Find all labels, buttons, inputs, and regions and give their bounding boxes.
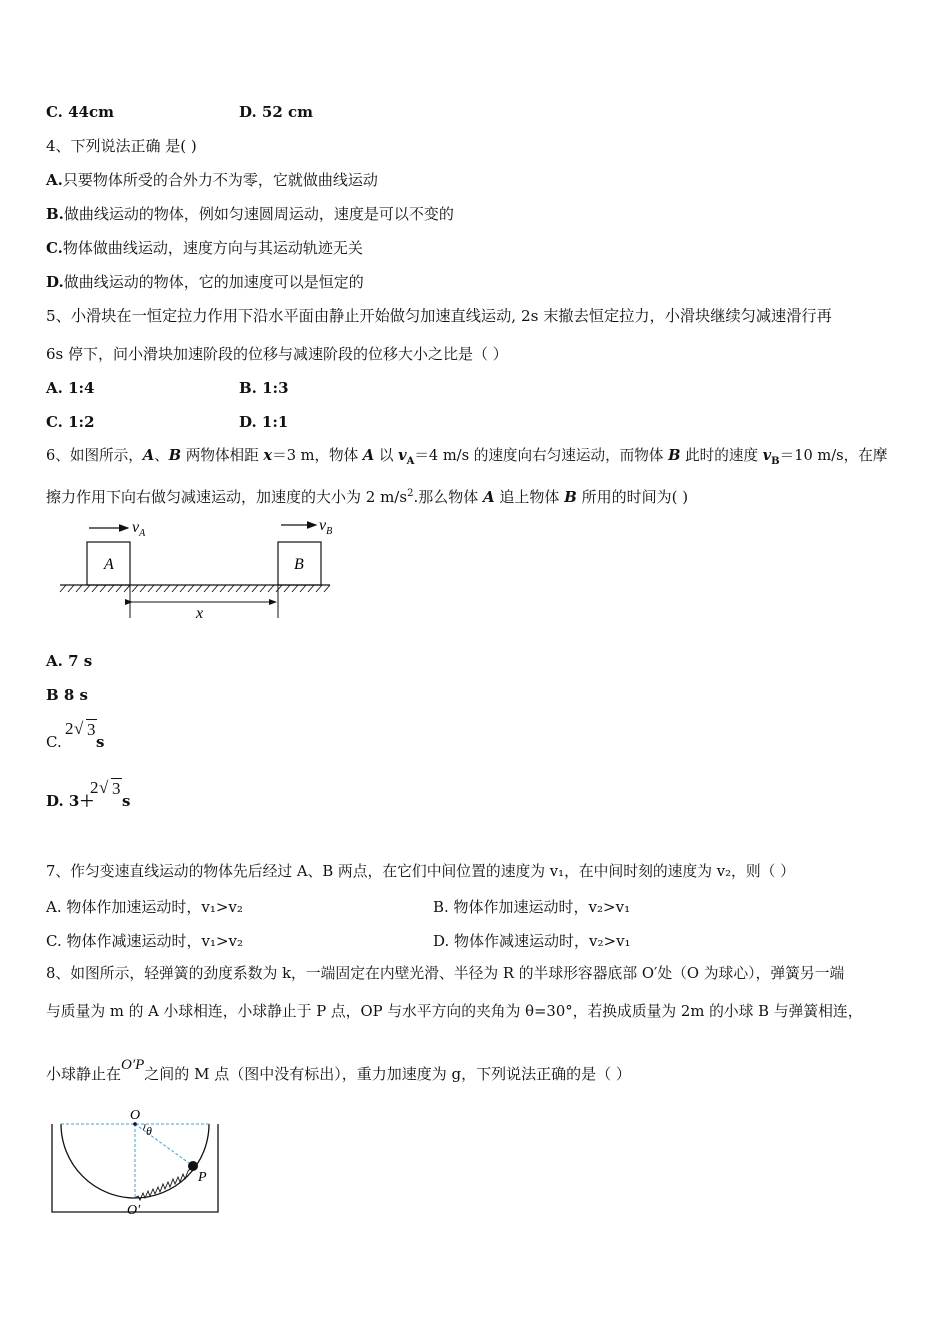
label-o: O bbox=[130, 1108, 141, 1123]
q5-stem-line1: 5、小滑块在一恒定拉力作用下沿水平面由静止开始做匀加速直线运动, 2s 末撤去恒定拉力，小滑块继续匀减速滑行再 bbox=[46, 307, 832, 325]
q8-stem-line3: 小球静止在O′P之间的 M 点（图中没有标出），重力加速度为 g，下列说法正确的是（ ） bbox=[46, 1057, 631, 1083]
q5-option-b: B. 1:3 bbox=[239, 379, 289, 397]
q6-option-d-coef: 2 bbox=[90, 778, 99, 797]
q4-stem: 4、下列说法正确 是( ) bbox=[46, 137, 197, 155]
ball-p bbox=[188, 1161, 198, 1171]
q4-option-a: A.只要物体所受的合外力不为零，它就做曲线运动 bbox=[46, 171, 378, 189]
box-a-label: A bbox=[104, 556, 114, 573]
q6-option-d-radicand: 3 bbox=[112, 779, 121, 798]
q7-option-d: D. 物体作减速运动时，v₂>v₁ bbox=[433, 932, 631, 950]
label-o-prime: O′ bbox=[127, 1203, 141, 1218]
ground-hatching bbox=[60, 585, 330, 592]
q8-figure bbox=[48, 1104, 224, 1218]
label-p: P bbox=[198, 1170, 207, 1185]
q4-option-b: B.做曲线运动的物体，例如匀速圆周运动，速度是可以不变的 bbox=[46, 205, 454, 223]
q7-option-b: B. 物体作加速运动时，v₂>v₁ bbox=[433, 898, 631, 916]
q8-op-label: O′P bbox=[121, 1057, 145, 1073]
q8-stem-line1: 8、如图所示，轻弹簧的劲度系数为 k，一端固定在内壁光滑、半径为 R 的半球形容器底部 O′处（O 为球心），弹簧另一端 bbox=[46, 965, 845, 982]
q6-stem-line2: 擦力作用下向右做匀减速运动，加速度的大小为 2 $m/s^2$.那么物体 A 追上物体 B 所用的时间为( ) bbox=[46, 488, 689, 506]
dist-label: x bbox=[196, 605, 204, 622]
q7-option-c: C. 物体作减速运动时，v₁>v₂ bbox=[46, 932, 244, 950]
q6-option-b: B 8 s bbox=[46, 686, 89, 704]
radical-sign: √ bbox=[74, 719, 84, 738]
q7-option-a: A. 物体作加速运动时，v₁>v₂ bbox=[46, 898, 243, 916]
radical-sign: √ bbox=[99, 778, 109, 797]
q8-stem-line2: 与质量为 m 的 A 小球相连，小球静止于 P 点，OP 与水平方向的夹角为 θ=30°，若换成质量为 2m 的小球 B 与弹簧相连， bbox=[46, 1003, 863, 1020]
op-dashed bbox=[135, 1124, 193, 1166]
q6-option-c-radicand: 3 bbox=[87, 720, 96, 739]
q5-option-c: C. 1:2 bbox=[46, 413, 95, 431]
box-b-label: B bbox=[294, 556, 304, 573]
vB-label: $v_B$ bbox=[319, 517, 333, 537]
q6-option-c-coef: 2 bbox=[65, 719, 74, 738]
theta-arc bbox=[143, 1124, 145, 1130]
spring bbox=[135, 1168, 191, 1200]
label-theta: θ bbox=[146, 1124, 152, 1138]
q5-option-a: A. 1:4 bbox=[46, 379, 95, 397]
q4-option-d: D.做曲线运动的物体，它的加速度可以是恒定的 bbox=[46, 273, 364, 291]
vA-label: $v_A$ bbox=[132, 519, 146, 539]
q6-figure bbox=[56, 512, 340, 624]
q7-stem: 7、作匀变速直线运动的物体先后经过 A、B 两点，在它们中间位置的速度为 v₁，在中间时刻的速度为 v₂，则（ ） bbox=[46, 863, 795, 880]
q3-option-c: C. 44cm bbox=[46, 103, 114, 121]
q3-option-d: D. 52 cm bbox=[239, 103, 314, 121]
q6-option-a: A. 7 s bbox=[46, 652, 93, 670]
q5-option-d: D. 1:1 bbox=[239, 413, 289, 431]
q4-option-c: C.物体做曲线运动，速度方向与其运动轨迹无关 bbox=[46, 239, 363, 257]
q6-stem-line1: 6、如图所示，A、B 两物体相距 x＝3 m，物体 A 以 $v_A=4$ m/s 的速度向右匀速运动，而物体 B 此时的速度 $v_B=10$ m/s，在摩 bbox=[46, 447, 888, 467]
q5-stem-line2: 6s 停下，问小滑块加速阶段的位移与减速阶段的位移大小之比是（ ） bbox=[46, 345, 508, 363]
